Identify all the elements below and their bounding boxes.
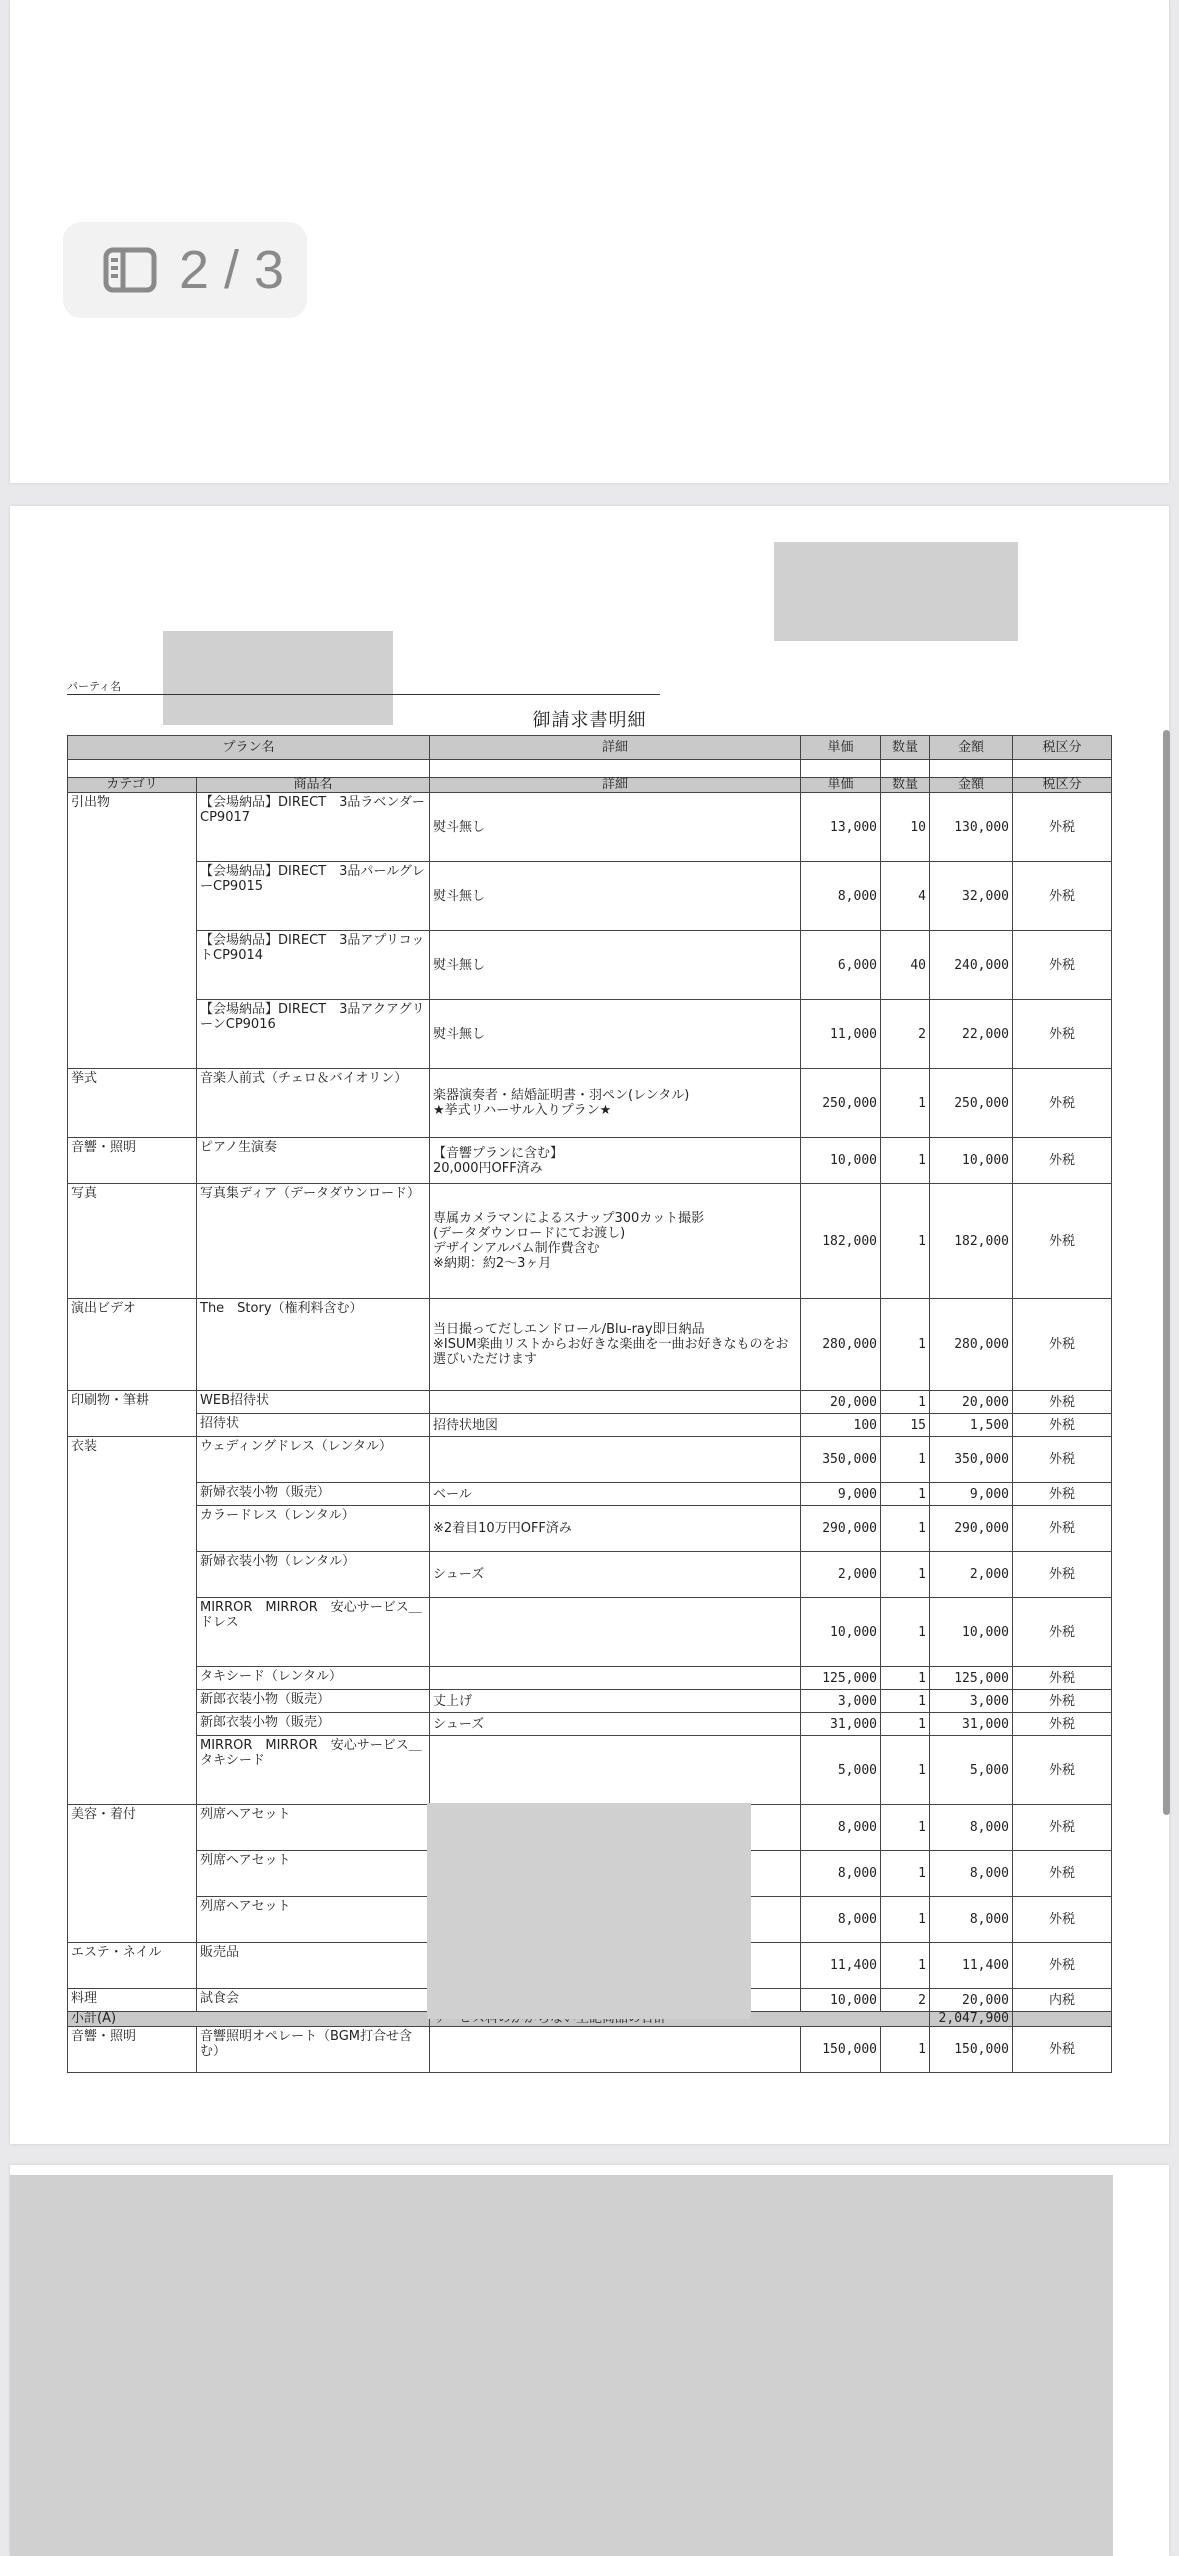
quantity-cell: 1 xyxy=(881,1483,930,1506)
detail-cell: 招待状地図 xyxy=(430,1414,801,1437)
table-row xyxy=(68,1598,1112,1667)
header-cell: プラン名 xyxy=(68,736,430,760)
unit-price-cell: 11,400 xyxy=(801,1943,881,1989)
quantity-cell: 1 xyxy=(881,1506,930,1552)
product-name-cell: 販売品 xyxy=(197,1943,430,1989)
table-row xyxy=(68,1552,1112,1598)
quantity-cell: 1 xyxy=(881,1943,930,1989)
quantity-cell: 1 xyxy=(881,1069,930,1138)
header-cell: 詳細 xyxy=(430,778,801,793)
amount-cell: 290,000 xyxy=(930,1506,1013,1552)
quantity-cell: 15 xyxy=(881,1414,930,1437)
tax-type-cell: 外税 xyxy=(1013,1690,1112,1713)
detail-cell: ※2着目10万円OFF済み xyxy=(430,1506,801,1552)
amount-cell: 8,000 xyxy=(930,1897,1013,1943)
category-cell xyxy=(68,1736,197,1805)
table-row xyxy=(68,1506,1112,1552)
header-cell: 税区分 xyxy=(1013,736,1112,760)
category-cell: 印刷物・筆耕 xyxy=(68,1391,197,1414)
tax-type-cell: 外税 xyxy=(1013,931,1112,1000)
tax-type-cell: 外税 xyxy=(1013,1483,1112,1506)
party-name-underline xyxy=(67,694,660,695)
tax-type-cell: 外税 xyxy=(1013,1414,1112,1437)
plan-header-row xyxy=(68,736,1112,760)
amount-cell: 20,000 xyxy=(930,1989,1013,2012)
unit-price-cell: 10,000 xyxy=(801,1598,881,1667)
unit-price-cell: 10,000 xyxy=(801,1138,881,1184)
unit-price-cell: 280,000 xyxy=(801,1299,881,1391)
tax-type-cell: 外税 xyxy=(1013,1000,1112,1069)
amount-cell: 10,000 xyxy=(930,1138,1013,1184)
unit-price-cell: 11,000 xyxy=(801,1000,881,1069)
quantity-cell: 1 xyxy=(881,1598,930,1667)
tax-type-cell: 外税 xyxy=(1013,1184,1112,1299)
tax-type-cell: 外税 xyxy=(1013,1391,1112,1414)
product-name-cell: MIRROR MIRROR 安心サービス＿ドレス xyxy=(197,1598,430,1667)
product-name-cell: 招待状 xyxy=(197,1414,430,1437)
quantity-cell: 1 xyxy=(881,1805,930,1851)
product-name-cell: 【会場納品】DIRECT 3品ラベンダーCP9017 xyxy=(197,793,430,862)
tax-type-cell: 外税 xyxy=(1013,1552,1112,1598)
page-indicator[interactable] xyxy=(63,222,307,318)
tax-type-cell: 外税 xyxy=(1013,862,1112,931)
amount-cell: 1,500 xyxy=(930,1414,1013,1437)
quantity-cell: 1 xyxy=(881,1667,930,1690)
category-cell xyxy=(68,1552,197,1598)
table-row xyxy=(68,1138,1112,1184)
detail-cell: 当日撮ってだしエンドロール/Blu-ray即日納品 ※ISUM楽曲リストからお好きな楽曲を一曲お好きなものをお選びいただけます xyxy=(430,1299,801,1391)
tax-type-cell: 外税 xyxy=(1013,1851,1112,1897)
unit-price-cell: 150,000 xyxy=(801,2027,881,2073)
quantity-cell: 1 xyxy=(881,1851,930,1897)
quantity-cell: 1 xyxy=(881,1184,930,1299)
detail-cell: 【音響プランに含む】 20,000円OFF済み xyxy=(430,1138,801,1184)
document-title: 御請求書明細 xyxy=(532,710,647,731)
unit-price-cell: 100 xyxy=(801,1414,881,1437)
quantity-cell: 1 xyxy=(881,2027,930,2073)
category-cell: 写真 xyxy=(68,1184,197,1299)
unit-price-cell: 8,000 xyxy=(801,1805,881,1851)
category-cell xyxy=(68,931,197,1000)
product-name-cell: 新婦衣装小物（販売） xyxy=(197,1483,430,1506)
amount-cell: 22,000 xyxy=(930,1000,1013,1069)
category-cell xyxy=(68,1483,197,1506)
quantity-cell: 4 xyxy=(881,862,930,931)
plan-table xyxy=(67,735,1112,782)
amount-cell: 125,000 xyxy=(930,1667,1013,1690)
category-cell xyxy=(68,1713,197,1736)
detail-cell: 熨斗無し xyxy=(430,862,801,931)
product-name-cell: 新婦衣装小物（レンタル） xyxy=(197,1552,430,1598)
quantity-cell: 1 xyxy=(881,1897,930,1943)
quantity-cell: 1 xyxy=(881,1690,930,1713)
detail-cell xyxy=(430,2027,801,2073)
unit-price-cell: 3,000 xyxy=(801,1690,881,1713)
quantity-cell: 1 xyxy=(881,1391,930,1414)
header-cell: 税区分 xyxy=(1013,778,1112,793)
unit-price-cell: 350,000 xyxy=(801,1437,881,1483)
redacted-block xyxy=(427,1803,751,2019)
unit-price-cell: 13,000 xyxy=(801,793,881,862)
amount-cell: 31,000 xyxy=(930,1713,1013,1736)
header-cell: 詳細 xyxy=(430,736,801,760)
category-cell xyxy=(68,1506,197,1552)
table-row xyxy=(68,862,1112,931)
detail-cell: 専属カメラマンによるスナップ300カット撮影 (データダウンロードにてお渡し) デザインアルバム制作費含む ※納期：約2〜3ヶ月 xyxy=(430,1184,801,1299)
tax-type-cell: 外税 xyxy=(1013,1069,1112,1138)
detail-cell: シューズ xyxy=(430,1713,801,1736)
detail-cell: シューズ xyxy=(430,1552,801,1598)
amount-cell: 32,000 xyxy=(930,862,1013,931)
table-row xyxy=(68,1690,1112,1713)
product-name-cell: ピアノ生演奏 xyxy=(197,1138,430,1184)
table-row xyxy=(68,1736,1112,1805)
product-name-cell: 列席ヘアセット xyxy=(197,1805,430,1851)
category-cell: 挙式 xyxy=(68,1069,197,1138)
amount-cell: 182,000 xyxy=(930,1184,1013,1299)
table-row xyxy=(68,1299,1112,1391)
tax-type-cell: 外税 xyxy=(1013,793,1112,862)
quantity-cell: 1 xyxy=(881,1299,930,1391)
header-cell: 金額 xyxy=(930,778,1013,793)
quantity-cell: 2 xyxy=(881,1989,930,2012)
subtotal-amount: 2,047,900 xyxy=(930,2012,1013,2027)
detail-cell: ベール xyxy=(430,1483,801,1506)
table-row xyxy=(68,1391,1112,1414)
unit-price-cell: 20,000 xyxy=(801,1391,881,1414)
quantity-cell: 1 xyxy=(881,1713,930,1736)
category-cell: 美容・着付 xyxy=(68,1805,197,1851)
table-row xyxy=(68,1667,1112,1690)
unit-price-cell: 125,000 xyxy=(801,1667,881,1690)
header-cell: カテゴリ xyxy=(68,778,197,793)
header-cell: 商品名 xyxy=(197,778,430,793)
table-row xyxy=(68,1437,1112,1483)
category-cell xyxy=(68,1897,197,1943)
tax-type-cell: 外税 xyxy=(1013,2027,1112,2073)
table-row xyxy=(68,1069,1112,1138)
items-header-row xyxy=(68,778,1112,793)
subtotal-tax-cell xyxy=(1013,2012,1112,2027)
category-cell xyxy=(68,862,197,931)
table-row xyxy=(68,1414,1112,1437)
table-row xyxy=(68,1184,1112,1299)
tax-type-cell: 外税 xyxy=(1013,1506,1112,1552)
product-name-cell: 【会場納品】DIRECT 3品アプリコットCP9014 xyxy=(197,931,430,1000)
redacted-block xyxy=(774,542,1018,641)
quantity-cell: 1 xyxy=(881,1437,930,1483)
unit-price-cell: 250,000 xyxy=(801,1069,881,1138)
table-row xyxy=(68,1483,1112,1506)
unit-price-cell: 6,000 xyxy=(801,931,881,1000)
unit-price-cell: 182,000 xyxy=(801,1184,881,1299)
category-cell xyxy=(68,1414,197,1437)
header-cell: 金額 xyxy=(930,736,1013,760)
amount-cell: 8,000 xyxy=(930,1805,1013,1851)
amount-cell: 2,000 xyxy=(930,1552,1013,1598)
header-cell: 単価 xyxy=(801,778,881,793)
product-name-cell: 音楽人前式（チェロ＆バイオリン） xyxy=(197,1069,430,1138)
amount-cell: 250,000 xyxy=(930,1069,1013,1138)
header-cell: 数量 xyxy=(881,778,930,793)
unit-price-cell: 31,000 xyxy=(801,1713,881,1736)
header-cell: 数量 xyxy=(881,736,930,760)
tax-type-cell: 外税 xyxy=(1013,1299,1112,1391)
document-page-2 xyxy=(10,506,1169,2144)
detail-cell xyxy=(430,1598,801,1667)
product-name-cell: 新郎衣装小物（販売） xyxy=(197,1690,430,1713)
amount-cell: 20,000 xyxy=(930,1391,1013,1414)
tax-type-cell: 外税 xyxy=(1013,1598,1112,1667)
product-name-cell: 新郎衣装小物（販売） xyxy=(197,1713,430,1736)
table-row xyxy=(68,1713,1112,1736)
quantity-cell: 1 xyxy=(881,1552,930,1598)
tax-type-cell: 外税 xyxy=(1013,1138,1112,1184)
tax-type-cell: 外税 xyxy=(1013,1437,1112,1483)
unit-price-cell: 10,000 xyxy=(801,1989,881,2012)
table-row xyxy=(68,931,1112,1000)
amount-cell: 280,000 xyxy=(930,1299,1013,1391)
quantity-cell: 1 xyxy=(881,1138,930,1184)
detail-cell xyxy=(430,1437,801,1483)
category-cell: 料理 xyxy=(68,1989,197,2012)
product-name-cell: 【会場納品】DIRECT 3品アクアグリーンCP9016 xyxy=(197,1000,430,1069)
category-cell: 衣装 xyxy=(68,1437,197,1483)
scrollbar-thumb[interactable] xyxy=(1163,730,1170,1815)
redacted-block xyxy=(10,2175,1113,2556)
tax-type-cell: 外税 xyxy=(1013,1667,1112,1690)
amount-cell: 8,000 xyxy=(930,1851,1013,1897)
unit-price-cell: 8,000 xyxy=(801,862,881,931)
tax-type-cell: 外税 xyxy=(1013,1943,1112,1989)
product-name-cell: 写真集ディア（データダウンロード） xyxy=(197,1184,430,1299)
table-row xyxy=(68,2027,1112,2073)
category-cell: 音響・照明 xyxy=(68,1138,197,1184)
amount-cell: 9,000 xyxy=(930,1483,1013,1506)
category-cell: 演出ビデオ xyxy=(68,1299,197,1391)
product-name-cell: ウェディングドレス（レンタル） xyxy=(197,1437,430,1483)
unit-price-cell: 5,000 xyxy=(801,1736,881,1805)
unit-price-cell: 8,000 xyxy=(801,1851,881,1897)
detail-cell: 熨斗無し xyxy=(430,793,801,862)
amount-cell: 150,000 xyxy=(930,2027,1013,2073)
category-cell: エステ・ネイル xyxy=(68,1943,197,1989)
table-row xyxy=(68,1000,1112,1069)
quantity-cell: 10 xyxy=(881,793,930,862)
detail-cell xyxy=(430,1736,801,1805)
product-name-cell: 列席ヘアセット xyxy=(197,1897,430,1943)
document-page-3 xyxy=(10,2165,1169,2556)
product-name-cell: カラードレス（レンタル） xyxy=(197,1506,430,1552)
unit-price-cell: 9,000 xyxy=(801,1483,881,1506)
unit-price-cell: 290,000 xyxy=(801,1506,881,1552)
category-cell xyxy=(68,1851,197,1897)
amount-cell: 10,000 xyxy=(930,1598,1013,1667)
category-cell xyxy=(68,1667,197,1690)
detail-cell: 熨斗無し xyxy=(430,1000,801,1069)
unit-price-cell: 2,000 xyxy=(801,1552,881,1598)
amount-cell: 350,000 xyxy=(930,1437,1013,1483)
product-name-cell: 【会場納品】DIRECT 3品パールグレーCP9015 xyxy=(197,862,430,931)
detail-cell: 熨斗無し xyxy=(430,931,801,1000)
amount-cell: 240,000 xyxy=(930,931,1013,1000)
category-cell: 引出物 xyxy=(68,793,197,862)
detail-cell: 丈上げ xyxy=(430,1690,801,1713)
detail-cell: 楽器演奏者・結婚証明書・羽ペン(レンタル) ★挙式リハーサル入りプラン★ xyxy=(430,1069,801,1138)
subtotal-label: 小計(A) xyxy=(68,2012,430,2027)
category-cell: 音響・照明 xyxy=(68,2027,197,2073)
product-name-cell: 試食会 xyxy=(197,1989,430,2012)
quantity-cell: 1 xyxy=(881,1736,930,1805)
category-cell xyxy=(68,1598,197,1667)
product-name-cell: WEB招待状 xyxy=(197,1391,430,1414)
detail-cell xyxy=(430,1391,801,1414)
tax-type-cell: 内税 xyxy=(1013,1989,1112,2012)
category-cell xyxy=(68,1000,197,1069)
table-row xyxy=(68,793,1112,862)
page-indicator-label: 2 / 3 xyxy=(179,240,285,300)
product-name-cell: 音響照明オペレート（BGM打合せ含む） xyxy=(197,2027,430,2073)
detail-cell xyxy=(430,1667,801,1690)
amount-cell: 5,000 xyxy=(930,1736,1013,1805)
amount-cell: 11,400 xyxy=(930,1943,1013,1989)
tax-type-cell: 外税 xyxy=(1013,1897,1112,1943)
product-name-cell: 列席ヘアセット xyxy=(197,1851,430,1897)
sidebar-icon xyxy=(103,247,157,293)
tax-type-cell: 外税 xyxy=(1013,1736,1112,1805)
header-cell: 単価 xyxy=(801,736,881,760)
amount-cell: 130,000 xyxy=(930,793,1013,862)
product-name-cell: MIRROR MIRROR 安心サービス＿タキシード xyxy=(197,1736,430,1805)
amount-cell: 3,000 xyxy=(930,1690,1013,1713)
unit-price-cell: 8,000 xyxy=(801,1897,881,1943)
tax-type-cell: 外税 xyxy=(1013,1805,1112,1851)
product-name-cell: タキシード（レンタル） xyxy=(197,1667,430,1690)
quantity-cell: 2 xyxy=(881,1000,930,1069)
tax-type-cell: 外税 xyxy=(1013,1713,1112,1736)
document-page-1 xyxy=(10,0,1169,483)
quantity-cell: 40 xyxy=(881,931,930,1000)
product-name-cell: The Story（権利料含む） xyxy=(197,1299,430,1391)
category-cell xyxy=(68,1690,197,1713)
party-name-label: パーティ名 xyxy=(67,680,122,693)
